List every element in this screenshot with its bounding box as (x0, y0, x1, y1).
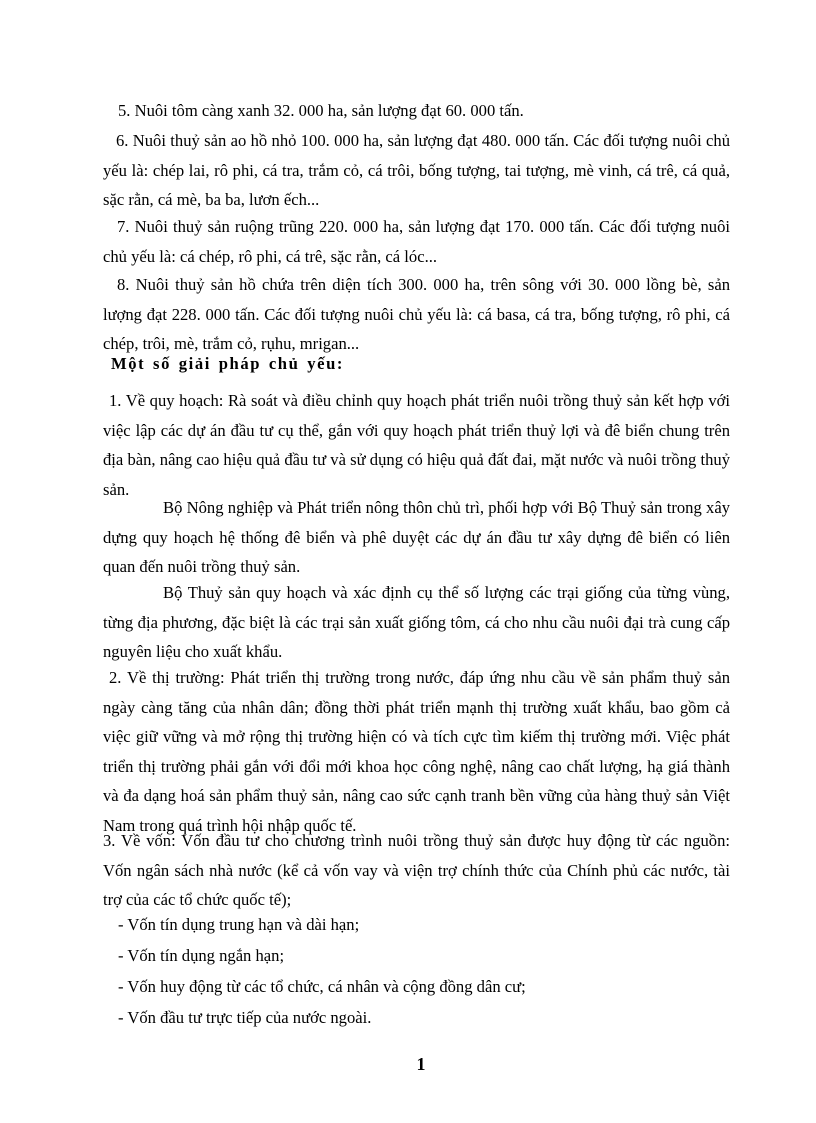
page-number: 1 (416, 1054, 426, 1074)
solution-1-ministry-agriculture: Bộ Nông nghiệp và Phát triển nông thôn chủ trì, phối hợp với Bộ Thuỷ sản trong xây dựng quy hoạch hệ thống đê biển và phê duyệt các dự án đầu tư xây dựng đê biển có liên quan đến nuôi trồng thuỷ sản. (103, 498, 730, 576)
item-6-pond-farming: 6. Nuôi thuỷ sản ao hồ nhỏ 100. 000 ha, sản lượng đạt 480. 000 tấn. Các đối tượng nuôi chủ yếu là: chép lai, rô phi, cá tra, trắm cỏ, cá trôi, bống tượng, tai tượng, mè vinh, cá trê, cá quả, sặc rằn, cá mè, ba ba, lươn ếch... (103, 131, 730, 209)
solution-3-capital: 3. Về vốn: Vốn đầu tư cho chương trình nuôi trồng thuỷ sản được huy động từ các nguồn: Vốn ngân sách nhà nước (kể cả vốn vay và viện trợ chính thức của Chính phủ các nước, tài trợ của các tổ chức quốc tế); (103, 831, 730, 909)
solution-1-planning: 1. Về quy hoạch: Rà soát và điều chỉnh quy hoạch phát triển nuôi trồng thuỷ sản kết hợp với việc lập các dự án đầu tư cụ thể, gắn với quy hoạch phát triển thuỷ lợi và đê biển chung trên địa bàn, nâng cao hiệu quả đầu tư và sử dụng có hiệu quả đất đai, mặt nước và nuôi trồng thuỷ sản. (103, 391, 730, 499)
capital-source-item: - Vốn huy động từ các tổ chức, cá nhân và cộng đồng dân cư; (118, 977, 526, 996)
capital-source-item: - Vốn tín dụng ngắn hạn; (118, 946, 285, 965)
capital-source-item: - Vốn đầu tư trực tiếp của nước ngoài. (118, 1008, 372, 1027)
solution-2-market: 2. Về thị trường: Phát triển thị trường trong nước, đáp ứng nhu cầu về sản phẩm thuỷ sản ngày càng tăng của nhân dân; đồng thời phát triển mạnh thị trường xuất khẩu, bao gồm cả việc giữ vững và mở rộng thị trường hiện có và tích cực tìm kiếm thị trường mới. Việc phát triển thị trường phải gắn với đổi mới khoa học công nghệ, nâng cao chất lượng, hạ giá thành và đa dạng hoá sản phẩm thuỷ sản, nâng cao sức cạnh tranh bền vững của hàng thuỷ sản Việt Nam trong quá trình hội nhập quốc tế. (103, 668, 730, 835)
item-7-rice-field-farming: 7. Nuôi thuỷ sản ruộng trũng 220. 000 ha, sản lượng đạt 170. 000 tấn. Các đối tượng nuôi chủ yếu là: cá chép, rô phi, cá trê, sặc rằn, cá lóc... (103, 217, 730, 266)
capital-source-item: - Vốn tín dụng trung hạn và dài hạn; (118, 915, 360, 934)
solution-1-ministry-fisheries: Bộ Thuỷ sản quy hoạch và xác định cụ thể số lượng các trại giống của từng vùng, từng địa phương, đặc biệt là các trại sản xuất giống tôm, cá cho nhu cầu nuôi đại trà cung cấp nguyên liệu cho xuất khẩu. (103, 583, 730, 661)
section-heading: Một số giải pháp chủ yếu: (111, 354, 345, 373)
item-8-reservoir-farming: 8. Nuôi thuỷ sản hồ chứa trên diện tích 300. 000 ha, trên sông với 30. 000 lồng bè, sản lượng đạt 228. 000 tấn. Các đối tượng nuôi chủ yếu là: cá basa, cá tra, bống tượng, rô phi, cá chép, trôi, mè, trắm cỏ, rụhu, mrigan... (103, 275, 730, 353)
item-5-shrimp: 5. Nuôi tôm càng xanh 32. 000 ha, sản lượng đạt 60. 000 tấn. (118, 101, 524, 120)
